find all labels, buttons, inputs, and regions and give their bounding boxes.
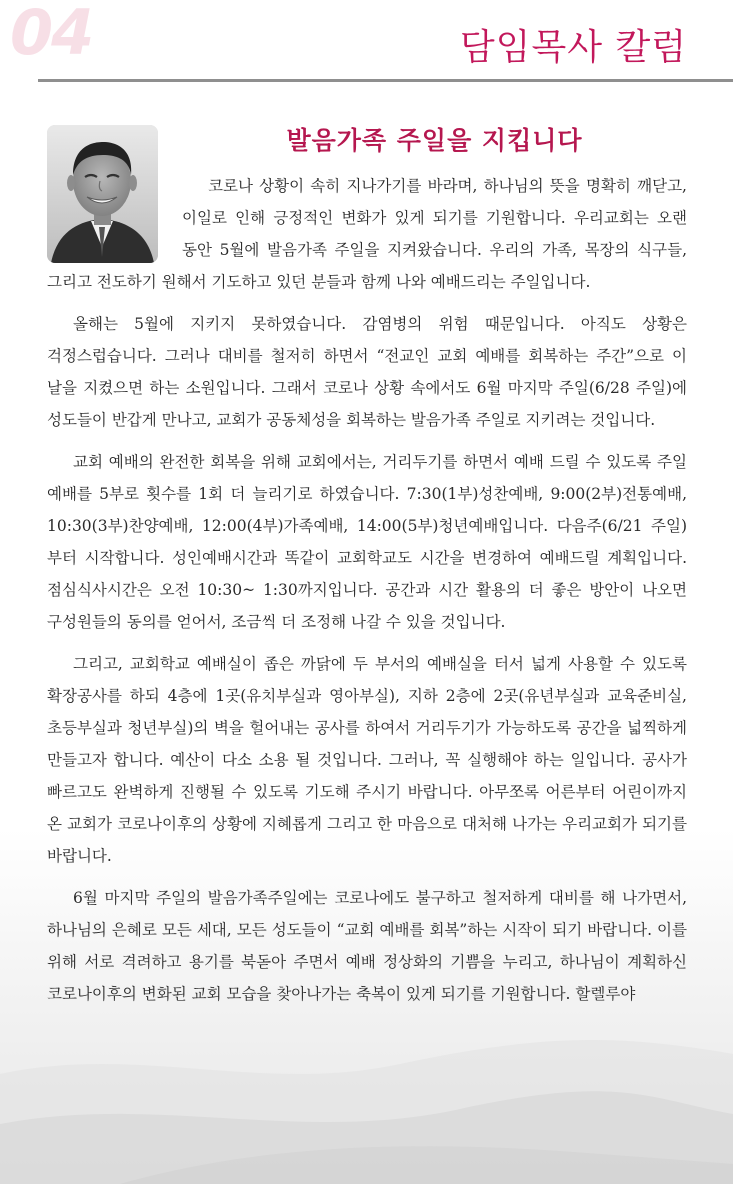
header-divider: [38, 79, 733, 82]
article-paragraph-2: 올해는 5월에 지키지 못하였습니다. 감염병의 위험 때문입니다. 아직도 상황은 걱정스럽습니다. 그러나 대비를 철저히 하면서 “전교인 교회 예배를 회복하는 주간”으로 이 날을 지켰으면 하는 소원입니다. 그래서 코로나 상황 속에서도 6월 마지막 주일(6/28 주일)에 성도들이 반갑게 만나고, 교회가 공동체성을 회복하는 발음가족 주일로 지키려는 것입니다.: [47, 315, 687, 429]
column-article: [47, 120, 687, 1020]
page-number: 04: [10, 0, 93, 69]
pastor-portrait: [47, 125, 158, 263]
article-title: 발음가족 주일을 지킵니다: [286, 126, 583, 155]
article-paragraph-3: 교회 예배의 완전한 회복을 위해 교회에서는, 거리두기를 하면서 예배 드릴 수 있도록 주일 예배를 5부로 횟수를 1회 더 늘리기로 하였습니다. 7:30(1부)성찬예배, 9:00(2부)전통예배, 10:30(3부)찬양예배, 12:00(4부)가족예배, 14:00(5부)청년예배입니다. 다음주(6/21 주일)부터 시작합니다. 성인예배시간과 똑같이 교회학교도 시간을 변경하여 예배드릴 계획입니다. 점심식사시간은 오전 10:30~ 1:30까지입니다. 공간과 시간 활용의 더 좋은 방안이 나오면 구성원들의 동의를 얻어서, 조금씩 더 조정해 나갈 수 있을 것입니다.: [47, 453, 687, 631]
article-paragraph-1: 코로나 상황이 속히 지나가기를 바라며, 하나님의 뜻을 명확히 깨닫고, 이일로 인해 긍정적인 변화가 있게 되기를 기원합니다. 우리교회는 오랜 동안 5월에 발음가족 주일을 지켜왔습니다. 우리의 가족, 목장의 식구들, 그리고 전도하기 원해서 기도하고 있던 분들과 함께 나와 예배드리는 주일입니다.: [47, 177, 687, 291]
section-title: 담임목사 칼럼: [459, 27, 687, 68]
page-header: [0, 0, 733, 82]
article-paragraph-5: 6월 마지막 주일의 발음가족주일에는 코로나에도 불구하고 철저하게 대비를 해 나가면서, 하나님의 은혜로 모든 세대, 모든 성도들이 “교회 예배를 회복”하는 시작이 되기 바랍니다. 이를 위해 서로 격려하고 용기를 북돋아 주면서 예배 정상화의 기쁨을 누리고, 하나님이 계획하신 코로나이후의 변화된 교회 모습을 찾아나가는 축복이 있게 되기를 기원합니다. 할렐루야: [47, 889, 687, 1003]
article-paragraph-4: 그리고, 교회학교 예배실이 좁은 까닭에 두 부서의 예배실을 터서 넓게 사용할 수 있도록 확장공사를 하되 4층에 1곳(유치부실과 영아부실), 지하 2층에 2곳(유년부실과 교육준비실, 초등부실과 청년부실)의 벽을 헐어내는 공사를 하여서 거리두기가 가능하도록 공간을 넓찍하게 만들고자 합니다. 예산이 다소 소용 될 것입니다. 그러나, 꼭 실행해야 하는 일입니다. 공사가 빠르고도 완벽하게 진행될 수 있도록 기도해 주시기 바랍니다. 아무쪼록 어른부터 어린이까지 온 교회가 코로나이후의 상황에 지혜롭게 그리고 한 마음으로 대처해 나가는 우리교회가 되기를 바랍니다.: [47, 655, 687, 865]
